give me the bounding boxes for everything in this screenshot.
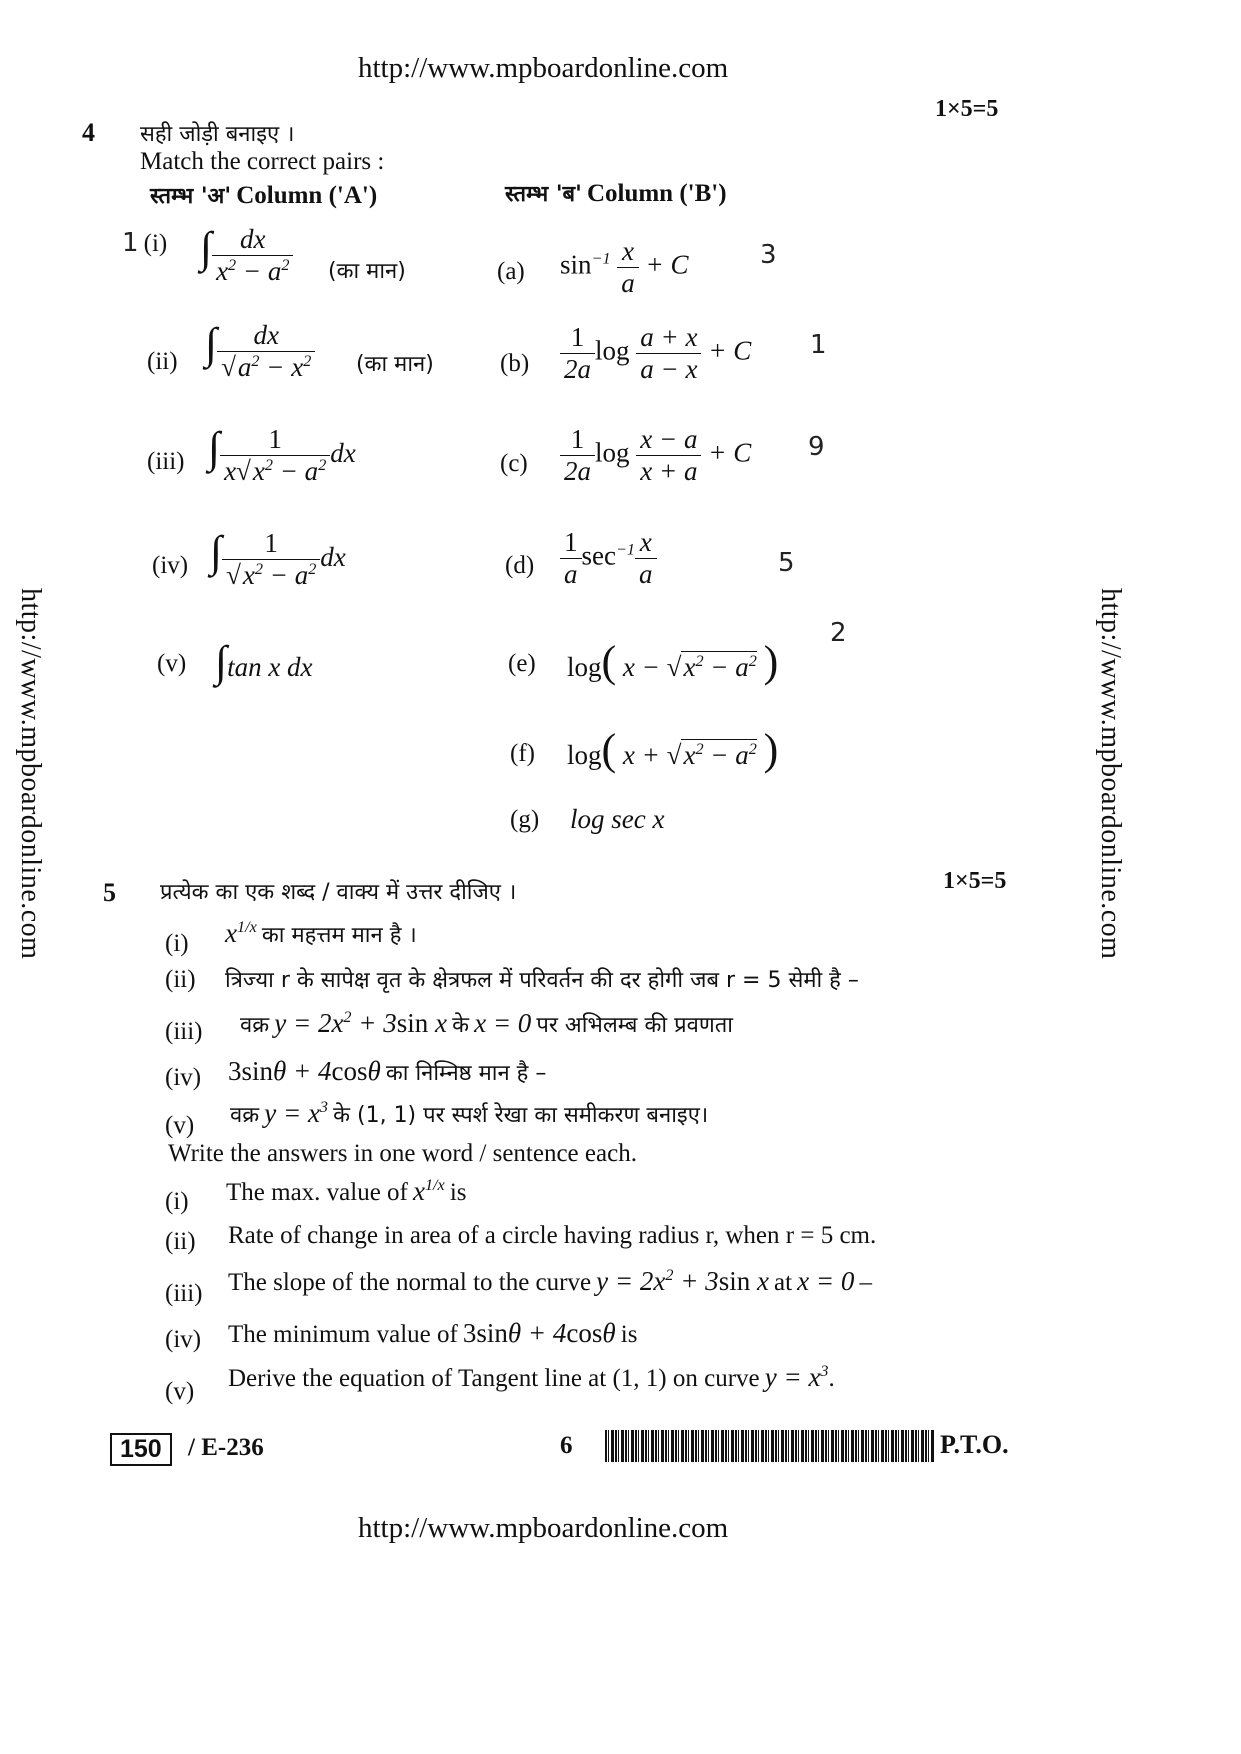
q5-hindi-label: (v)	[165, 1112, 195, 1139]
q5-english-item-3: The slope of the normal to the curve $y = 2x^2 + 3\sin$ x at x = 0 –	[228, 1266, 872, 1296]
column-b-heading-hindi: स्तम्भ 'ब'	[505, 182, 582, 207]
column-a-expression-4: ∫ $\frac{1}{√x^2 - a^2}$ dx	[210, 527, 346, 591]
column-a-label: (i)	[143, 230, 168, 257]
column-b-expression-a: $\sin^{-1}$ $\frac{x}{a}$ + C	[560, 236, 689, 298]
column-a-ka-maan-2: (का मान)	[356, 352, 434, 377]
q5-english-item-5: Derive the equation of Tangent line at (1, 1) on curve $y = x^3$.	[228, 1362, 835, 1392]
column-b-expression-c: $\frac{1}{2a}$ log $\frac{x - a}{x + a}$ + C	[560, 424, 751, 487]
column-a-ka-maan-1: (का मान)	[328, 259, 406, 284]
q5-english-item-2: Rate of change in area of a circle having radius r, when r = 5 cm.	[228, 1222, 877, 1249]
column-b-label: (d)	[505, 552, 535, 579]
q5-english-label: (iii)	[165, 1280, 203, 1307]
column-a-label: (v)	[157, 650, 187, 677]
column-b-label: (f)	[510, 740, 535, 767]
column-a-label: (iv)	[152, 552, 189, 579]
q5-hindi-label: (iii)	[165, 1018, 203, 1045]
barcode	[605, 1430, 935, 1462]
q5-hindi-item-5: वक्र $y = x^3$ के (1, 1) पर स्पर्श रेखा का समीकरण बनाइए।	[230, 1098, 709, 1128]
paper-code: / E-236	[188, 1434, 264, 1461]
question-4-title-hindi: सही जोड़ी बनाइए ।	[140, 122, 295, 147]
column-a-item-1	[122, 228, 167, 258]
question-4-marks: 1×5=5	[935, 96, 999, 122]
q5-english-item-4: The minimum value of 3sinθ + 4cosθ is	[228, 1318, 638, 1348]
column-b-label: (b)	[500, 350, 530, 377]
q5-english-label: (v)	[165, 1378, 195, 1405]
column-a-heading-hindi: स्तम्भ 'अ'	[150, 184, 232, 209]
column-b-heading-english: Column ('B')	[586, 180, 727, 207]
left-side-url: http://www.mpboardonline.com	[15, 588, 46, 960]
q5-hindi-item-3: वक्र $y = 2x^2 + 3\sin$ x के x = 0 पर अभिलम्ब की प्रवणता	[240, 1008, 733, 1038]
question-4-number: 4	[82, 118, 95, 147]
question-5-title-english: Write the answers in one word / sentence each.	[168, 1140, 637, 1167]
handwritten-mark: 9	[808, 432, 825, 462]
q5-english-label: (i)	[165, 1188, 189, 1215]
column-b-label: (a)	[497, 258, 525, 285]
column-b-label: (c)	[500, 450, 528, 477]
integral-sign: ∫	[208, 423, 221, 472]
column-a-heading-english: Column ('A')	[236, 182, 378, 209]
page-box: 150	[110, 1433, 172, 1466]
question-5-number: 5	[103, 878, 116, 907]
q5-hindi-label: (iv)	[165, 1064, 202, 1091]
integral-sign: ∫	[200, 223, 213, 272]
column-b-expression-e: log( $x - √x^2 - a^2$ )	[567, 637, 779, 686]
integral-sign: ∫	[205, 319, 218, 368]
q5-english-label: (ii)	[165, 1228, 196, 1255]
column-a-expression-1: ∫ $\frac{dx}{x^2 - a^2}$	[200, 222, 293, 287]
column-a-heading	[150, 180, 377, 210]
q5-hindi-item-2: त्रिज्या r के सापेक्ष वृत के क्षेत्रफल में परिवर्तन की दर होगी जब r = 5 सेमी है –	[225, 968, 859, 993]
q5-hindi-item-4: 3sinθ + 4cosθ का निम्निष्ठ मान है –	[228, 1056, 547, 1086]
integral-sign: ∫	[210, 527, 223, 576]
q5-english-label: (iv)	[165, 1326, 202, 1353]
question-4-title-english: Match the correct pairs :	[140, 148, 385, 175]
handwritten-mark: 2	[830, 618, 847, 648]
pto-label: P.T.O.	[940, 1430, 1009, 1459]
column-a-expression-3: ∫ $\frac{1}{x√x^2 - a^2}$ dx	[208, 423, 356, 487]
handwritten-mark: 1	[122, 228, 139, 258]
handwritten-mark: 3	[760, 240, 777, 270]
q5-english-item-1: The max. value of $x^{1/x}$ is	[226, 1176, 467, 1206]
column-a-expression-5	[215, 636, 313, 687]
column-b-label: (g)	[510, 806, 540, 833]
footer-url[interactable]: http://www.mpboardonline.com	[358, 1512, 729, 1544]
column-b-heading	[505, 178, 727, 208]
column-b-expression-f: log( $x + √x^2 - a^2$ )	[567, 725, 779, 774]
q5-hindi-label: (i)	[165, 930, 189, 957]
page-number: 6	[560, 1432, 573, 1459]
question-5-title-hindi: प्रत्येक का एक शब्द / वाक्य में उत्तर दीजिए ।	[160, 880, 517, 905]
integral-sign: ∫	[215, 637, 228, 686]
column-a-expression-2: ∫ $\frac{dx}{√a^2 - x^2}$	[205, 318, 315, 383]
column-a-label: (ii)	[147, 348, 178, 375]
q5-hindi-label: (ii)	[165, 966, 196, 993]
tan-x-dx: tan x dx	[227, 652, 313, 682]
column-b-expression-b: $\frac{1}{2a}$ log $\frac{a + x}{a - x}$ + C	[560, 322, 751, 385]
question-5-marks: 1×5=5	[943, 868, 1007, 894]
header-url[interactable]: http://www.mpboardonline.com	[358, 52, 729, 84]
column-b-expression-d: $\frac{1}{a}$ $\sec^{-1}$ $\frac{x}{a}$	[560, 527, 657, 590]
column-b-expression-g: log sec x	[570, 804, 665, 834]
q5-hindi-item-1: $x^{1/x}$ का महत्तम मान है ।	[225, 918, 417, 948]
column-b-label: (e)	[508, 650, 536, 677]
right-side-url: http://www.mpboardonline.com	[1095, 588, 1126, 960]
column-a-label: (iii)	[147, 448, 185, 475]
handwritten-mark: 5	[778, 548, 795, 578]
handwritten-mark: 1	[810, 330, 827, 360]
